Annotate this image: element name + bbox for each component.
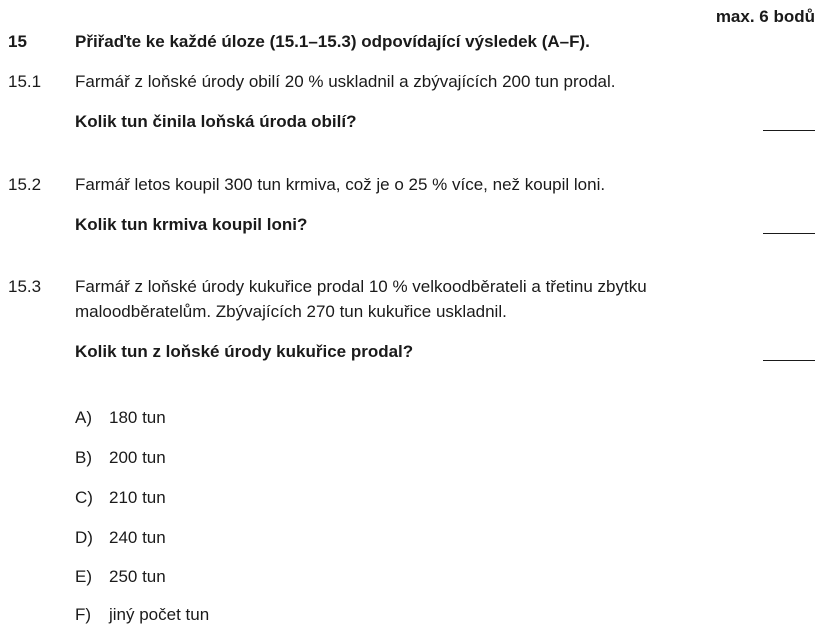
task-number: 15.2: [8, 175, 42, 194]
task-text: Farmář z loňské úrody kukuřice prodal 10 % velkoodběrateli a třetinu zbytku: [75, 277, 647, 296]
max-points: max. 6 bodů: [715, 7, 815, 26]
answer-blank[interactable]: [763, 130, 815, 131]
option-letter: A): [75, 408, 92, 427]
task-text: Farmář letos koupil 300 tun krmiva, což je o 25 % více, než koupil loni.: [75, 175, 606, 194]
task-question: Kolik tun krmiva koupil loni?: [75, 215, 308, 234]
option-text: jiný počet tun: [109, 605, 210, 624]
option-text: 250 tun: [109, 567, 166, 586]
exercise-number: 15: [8, 32, 27, 51]
task-text: Farmář z loňské úrody obilí 20 % uskladnil a zbývajících 200 tun prodal.: [75, 72, 616, 91]
option-letter: D): [75, 528, 93, 547]
answer-blank[interactable]: [763, 360, 815, 361]
task-text: maloodběratelům. Zbývajících 270 tun kukuřice uskladnil.: [75, 302, 507, 321]
task-question: Kolik tun činila loňská úroda obilí?: [75, 112, 357, 131]
option-letter: F): [75, 605, 92, 624]
answer-blank[interactable]: [763, 233, 815, 234]
option-letter: B): [75, 448, 92, 467]
option-letter: C): [75, 488, 93, 507]
task-number: 15.1: [8, 72, 42, 91]
option-letter: E): [75, 567, 92, 586]
option-text: 240 tun: [109, 528, 166, 547]
task-number: 15.3: [8, 277, 42, 296]
option-text: 200 tun: [109, 448, 166, 467]
option-text: 180 tun: [109, 408, 166, 427]
exercise-instruction: Přiřaďte ke každé úloze (15.1–15.3) odpovídající výsledek (A–F).: [75, 32, 590, 51]
option-text: 210 tun: [109, 488, 166, 507]
task-question: Kolik tun z loňské úrody kukuřice prodal?: [75, 342, 414, 361]
